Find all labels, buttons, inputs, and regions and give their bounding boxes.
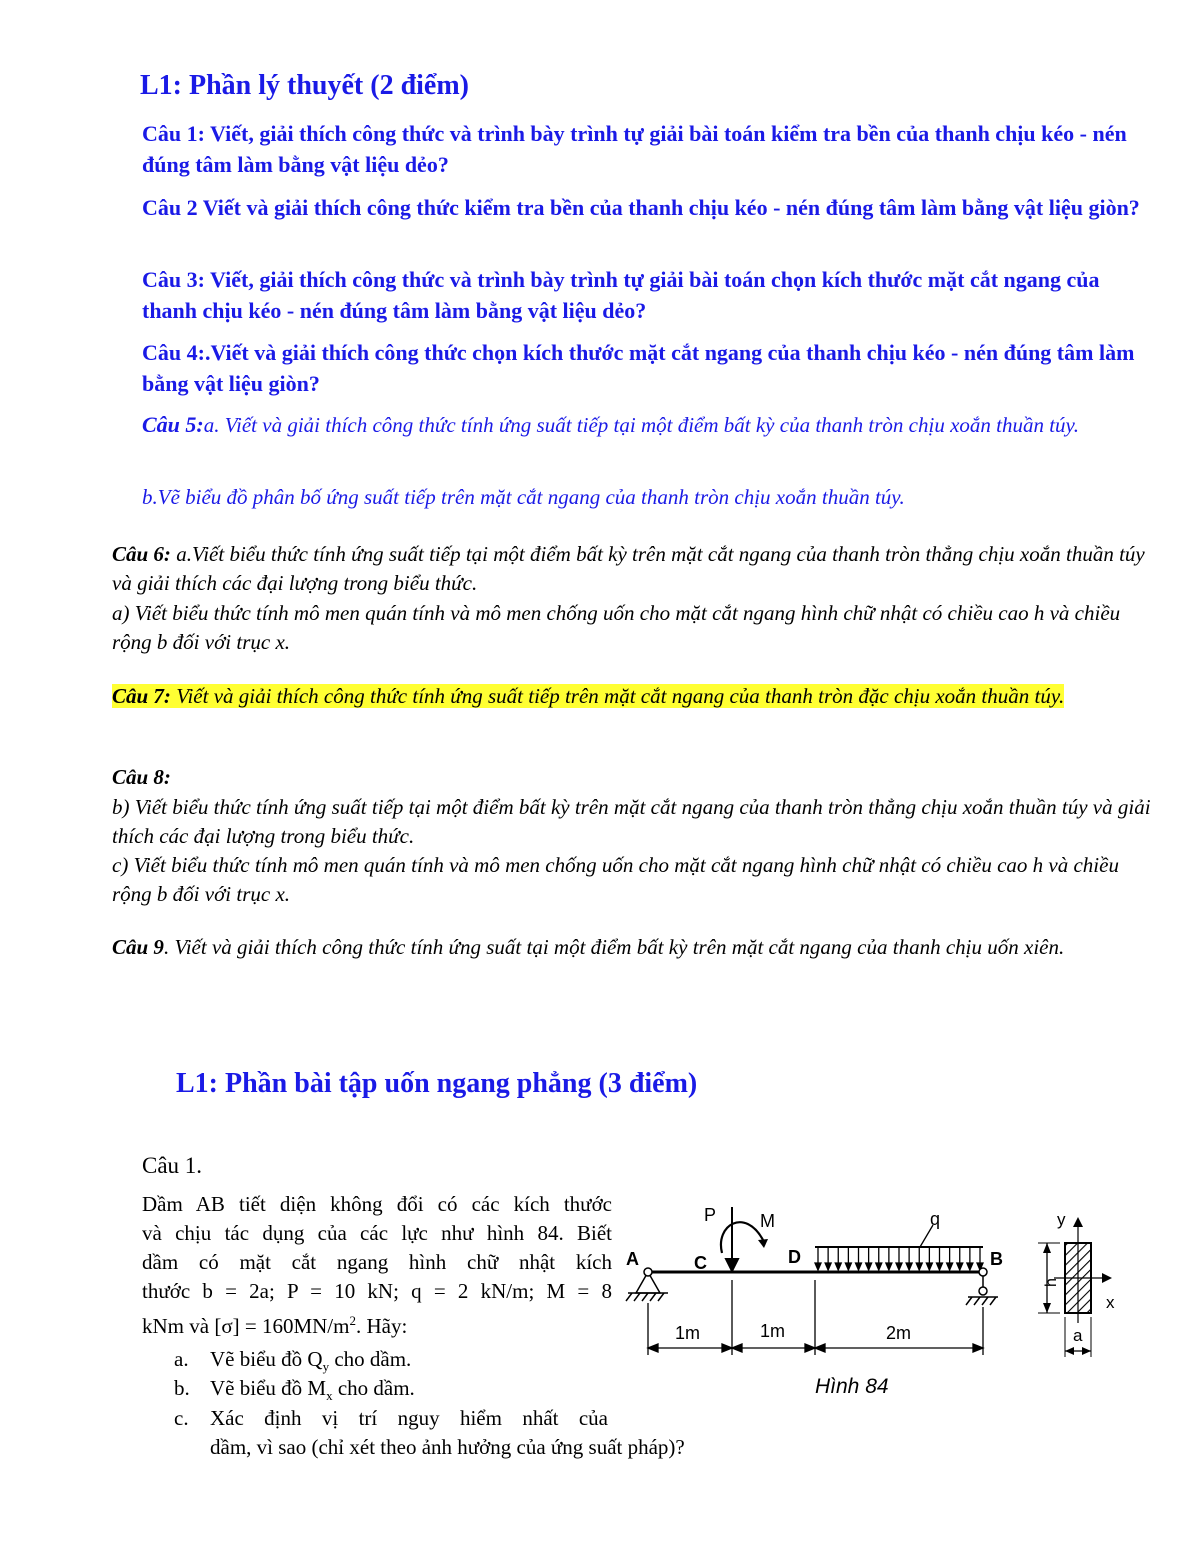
load-arrowhead — [896, 1263, 902, 1270]
question-label: Câu 1: — [142, 121, 205, 146]
question-7 — [112, 682, 1152, 711]
exercise-question-label: Câu 1. — [142, 1153, 203, 1178]
roller-support-b-icon — [966, 1268, 998, 1305]
label-y: y — [1057, 1210, 1066, 1229]
question-text: Viết, giải thích công thức và trình bày trình tự giải bài toán kiểm tra bền của thanh chịu kéo - nén đúng tâm làm bằng vật liệu dẻo? — [142, 121, 1127, 177]
question-label: Câu 4: — [142, 340, 205, 365]
body-line: thước b = 2a; P = 10 kN; q = 2 kN/m; M = 8 — [142, 1279, 612, 1303]
question-text: Viết và giải thích công thức tính ứng suất tiếp trên mặt cắt ngang của thanh tròn đặc chịu xoắn thuần túy. — [170, 684, 1065, 708]
body-line: và chịu tác dụng của các lực như hình 84. Biết — [142, 1221, 612, 1245]
question-text: .Viết và giải thích công thức chọn kích thước mặt cắt ngang của thanh chịu kéo - nén đúng tâm làm bằng vật liệu giòn? — [142, 340, 1135, 396]
point-load-p-icon — [726, 1207, 738, 1271]
dim-db: 2m — [886, 1323, 912, 1343]
question-label: Câu 2 — [142, 195, 198, 220]
load-arrowhead — [835, 1263, 841, 1270]
load-arrowhead — [866, 1263, 872, 1270]
dim-ac: 1m — [675, 1323, 701, 1343]
moment-m-icon — [721, 1222, 763, 1253]
label-p: P — [704, 1205, 717, 1225]
body-line: kNm và $[\sigma] = 160MN/m^2$. Hãy: — [142, 1313, 408, 1338]
list-item-continuation: dầm, vì sao (chỉ xét theo ảnh hưởng của ứng suất pháp)? — [210, 1435, 685, 1459]
distributed-load-q — [815, 1247, 983, 1270]
question-label: Câu 9 — [112, 935, 164, 959]
beam-figure — [620, 1195, 1130, 1370]
question-6 — [112, 540, 1152, 598]
question-2 — [142, 192, 1142, 223]
question-4 — [142, 337, 1142, 399]
question-text: Viết, giải thích công thức và trình bày trình tự giải bài toán chọn kích thước mặt cắt ngang của thanh chịu kéo - nén đúng tâm làm bằng vật liệu dẻo? — [142, 267, 1100, 323]
load-arrowhead — [815, 1263, 821, 1270]
body-line: dầm có mặt cắt ngang hình chữ nhật kích — [142, 1250, 612, 1274]
question-text: a. Viết và giải thích công thức tính ứng suất tiếp tại một điểm bất kỳ của thanh tròn chịu xoắn thuần túy. — [203, 413, 1079, 437]
body-line: Dầm AB tiết diện không đổi có các kích thước — [142, 1192, 612, 1216]
load-arrowhead — [845, 1263, 851, 1270]
list-item: c. Xác định vị trí nguy hiểm nhất của — [174, 1406, 608, 1430]
question-8-c: c) Viết biểu thức tính mô men quán tính và mô men chống uốn cho mặt cắt ngang hình chữ nhật có chiều cao h và chiều rộng b đối với trục x. — [112, 853, 1119, 906]
load-arrowhead — [886, 1263, 892, 1270]
question-text: Viết và giải thích công thức kiểm tra bền của thanh chịu kéo - nén đúng tâm làm bằng vật liệu giòn? — [197, 195, 1140, 220]
load-arrowhead — [937, 1263, 943, 1270]
label-q: q — [930, 1209, 941, 1229]
load-arrowhead — [916, 1263, 922, 1270]
question-1 — [142, 118, 1142, 180]
question-label: Câu 7: — [112, 684, 171, 708]
exercise-body — [142, 1190, 612, 1341]
question-text: a.Viết biểu thức tính ứng suất tiếp tại một điểm bất kỳ trên mặt cắt ngang của thanh tròn thẳng chịu xoắn thuần túy và giải thích các đại lượng trong biểu thức. — [112, 542, 1145, 595]
exercise-title: L1: Phần bài tập uốn ngang phẳng (3 điểm) — [176, 1068, 698, 1099]
dimension-lines — [648, 1280, 983, 1355]
dim-cd: 1m — [760, 1321, 786, 1341]
load-arrowhead — [856, 1263, 862, 1270]
question-label: Câu 6: — [112, 542, 171, 566]
load-arrowhead — [906, 1263, 912, 1270]
question-9 — [112, 933, 1152, 962]
load-arrowhead — [825, 1263, 831, 1270]
load-arrowhead — [926, 1263, 932, 1270]
load-arrowhead — [876, 1263, 882, 1270]
question-6-b: a) Viết biểu thức tính mô men quán tính và mô men chống uốn cho mặt cắt ngang hình chữ nhật có chiều cao h và chiều rộng b đối với trục x. — [112, 601, 1121, 654]
figure-caption: Hình 84 — [815, 1375, 889, 1398]
question-5 — [142, 409, 1147, 441]
question-text: . Viết và giải thích công thức tính ứng suất tại một điểm bất kỳ trên mặt cắt ngang của thanh chịu uốn xiên. — [163, 935, 1065, 959]
label-b: B — [990, 1249, 1003, 1269]
list-item: b. Vẽ biểu đồ $M_x$ cho dầm. — [174, 1376, 415, 1404]
load-arrowhead — [957, 1263, 963, 1270]
load-arrowhead — [967, 1263, 973, 1270]
question-5-b: b.Vẽ biểu đồ phân bố ứng suất tiếp trên mặt cắt ngang của thanh tròn chịu xoắn thuần túy. — [142, 485, 905, 509]
label-c: C — [694, 1253, 707, 1273]
label-d: D — [788, 1247, 801, 1267]
label-a-width: a — [1073, 1326, 1083, 1345]
question-3 — [142, 264, 1142, 326]
load-arrowhead — [947, 1263, 953, 1270]
question-label: Câu 3: — [142, 267, 205, 292]
question-label: Câu 5: — [142, 412, 204, 437]
list-item: a. Vẽ biểu đồ $Q_y$ cho dầm. — [174, 1347, 412, 1375]
question-8-label: Câu 8: — [112, 765, 171, 789]
label-m: M — [760, 1211, 775, 1231]
theory-title: L1: Phần lý thuyết (2 điểm) — [140, 70, 469, 101]
label-a: A — [626, 1249, 639, 1269]
label-x: x — [1106, 1293, 1115, 1312]
question-8-b: b) Viết biểu thức tính ứng suất tiếp tại một điểm bất kỳ trên mặt cắt ngang của thanh tròn thẳng chịu xoắn thuần túy và giải thích các đại lượng trong biểu thức. — [112, 795, 1151, 848]
label-h: h — [1043, 1278, 1060, 1287]
